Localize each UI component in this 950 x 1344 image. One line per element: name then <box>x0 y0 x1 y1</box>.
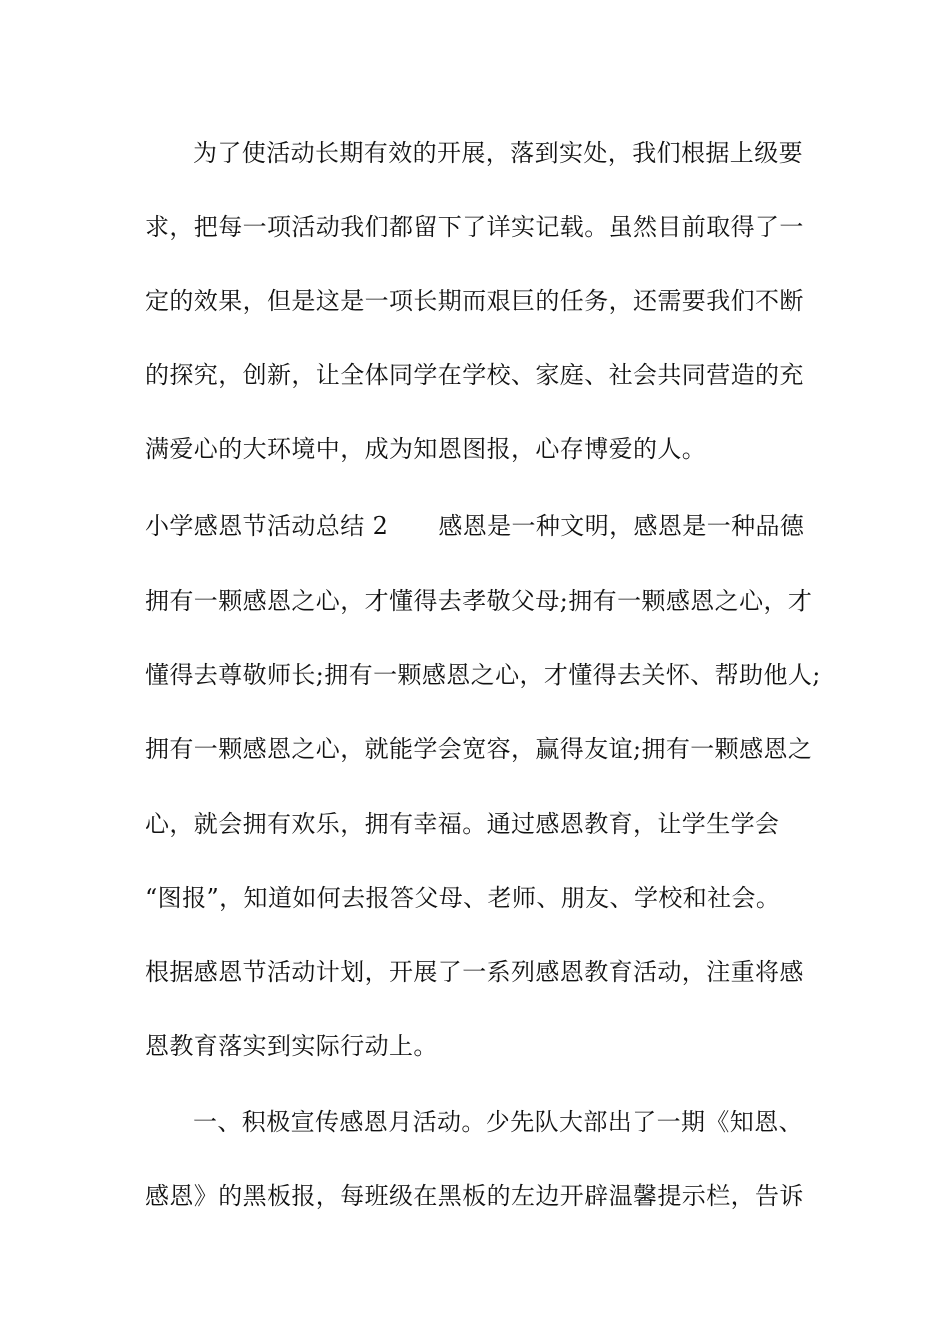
paragraph-line: 一、积极宣传感恩月活动。少先队大部出了一期《知恩、 <box>193 1108 803 1136</box>
paragraph-line: 定的效果，但是这是一项长期而艰巨的任务，还需要我们不断 <box>145 287 804 315</box>
section-title: 小学感恩节活动总结 2 <box>145 512 389 540</box>
paragraph-line: 求，把每一项活动我们都留下了详实记载。虽然目前取得了一 <box>145 213 804 241</box>
section-first-sentence: 感恩是一种文明，感恩是一种品德 <box>438 512 805 540</box>
paragraph-line: 的探究，创新，让全体同学在学校、家庭、社会共同营造的充 <box>145 361 804 389</box>
paragraph-line: 恩教育落实到实际行动上。 <box>145 1032 438 1060</box>
paragraph-line: 懂得去尊敬师长;拥有一颗感恩之心，才懂得去关怀、帮助他人; <box>145 661 821 689</box>
paragraph-line: 为了使活动长期有效的开展，落到实处，我们根据上级要 <box>193 139 803 167</box>
paragraph-line: 拥有一颗感恩之心，就能学会宽容，赢得友谊;拥有一颗感恩之 <box>145 735 813 763</box>
paragraph-line: “图报”，知道如何去报答父母、老师、朋友、学校和社会。 <box>145 884 781 912</box>
section-heading-line <box>145 510 825 542</box>
paragraph-line: 感恩》的黑板报，每班级在黑板的左边开辟温馨提示栏，告诉 <box>145 1182 804 1210</box>
paragraph-line: 拥有一颗感恩之心，才懂得去孝敬父母;拥有一颗感恩之心，才 <box>145 587 813 615</box>
paragraph-line: 根据感恩节活动计划，开展了一系列感恩教育活动，注重将感 <box>145 958 804 986</box>
paragraph-line: 满爱心的大环境中，成为知恩图报，心存博爱的人。 <box>145 435 707 463</box>
paragraph-line: 心，就会拥有欢乐，拥有幸福。通过感恩教育，让学生学会 <box>145 810 780 838</box>
